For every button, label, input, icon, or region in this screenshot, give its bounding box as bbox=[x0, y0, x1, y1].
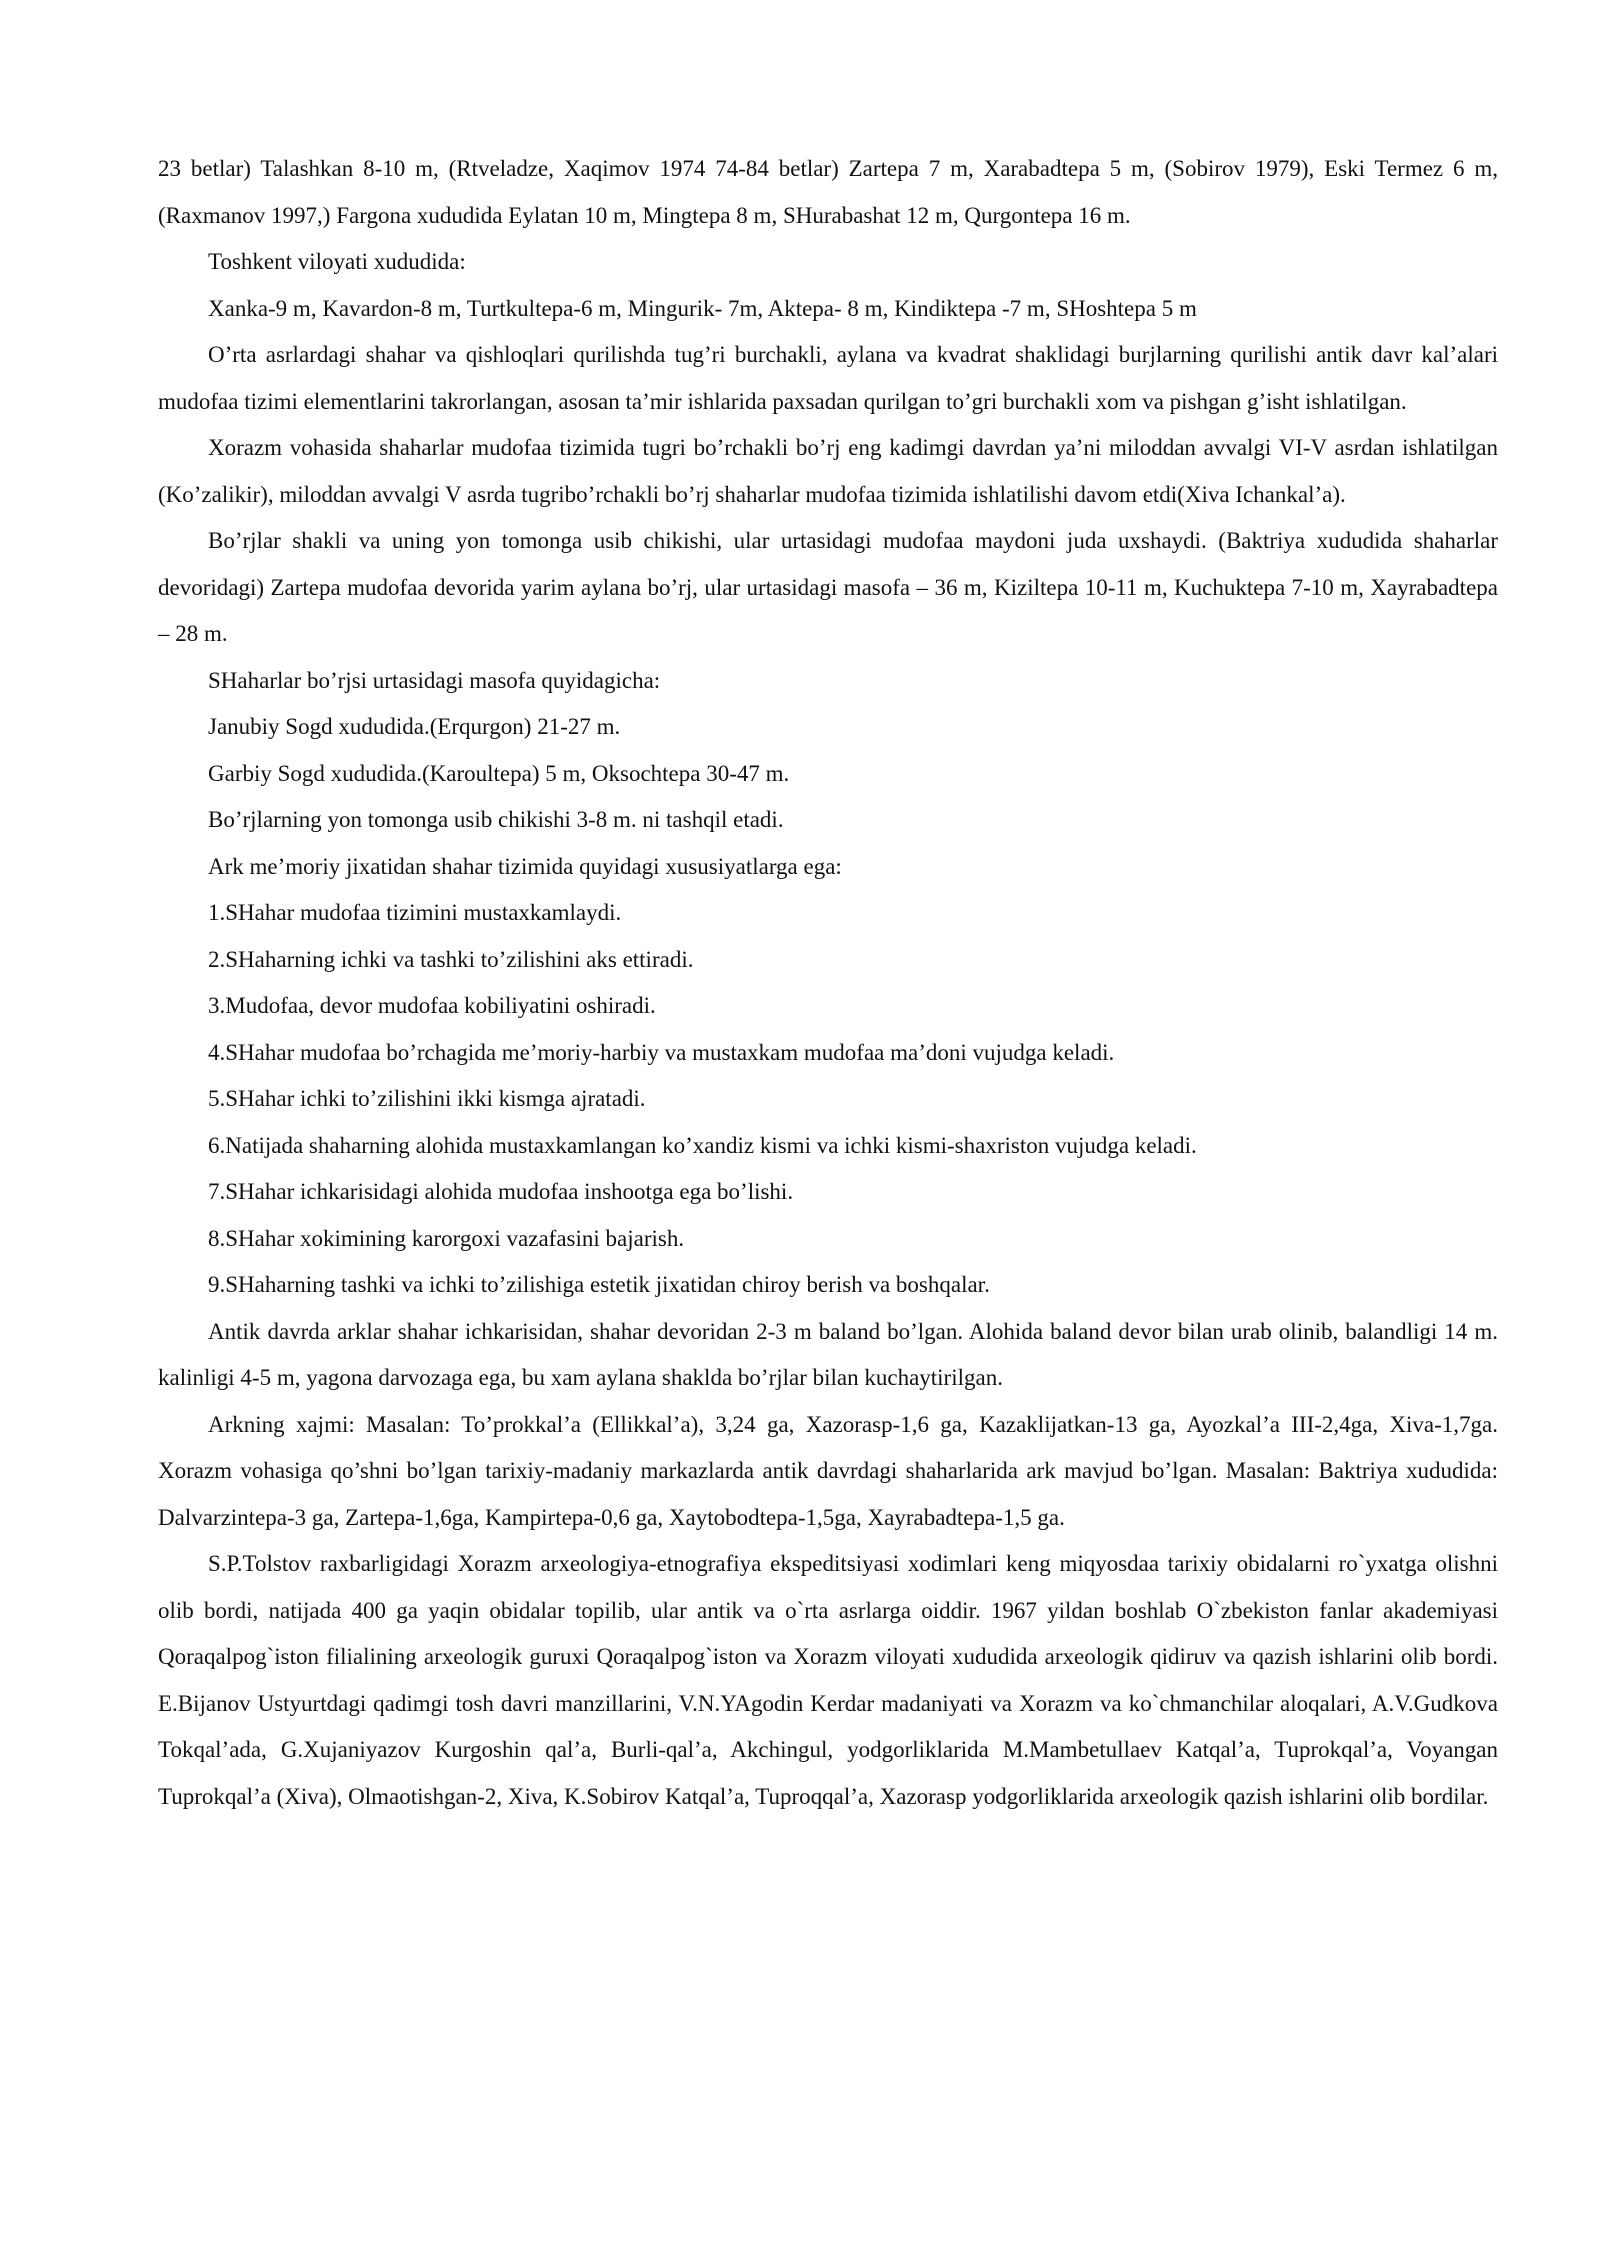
list-item: 8.SHahar xokimining karorgoxi vazafasini bajarish. bbox=[208, 1225, 685, 1251]
list-item: 4.SHahar mudofaa bo’rchagida me’moriy-harbiy va mustaxkam mudofaa ma’doni vujudga keladi. bbox=[208, 1039, 1115, 1065]
text-west-sogd: Garbiy Sogd xududida.(Karoultepa) 5 m, Oksochtepa 30-47 m. bbox=[208, 760, 790, 786]
list-item: 7.SHahar ichkarisidagi alohida mudofaa inshootga ega bo’lishi. bbox=[208, 1179, 794, 1204]
document-page bbox=[158, 146, 1498, 1820]
list-item: 1.SHahar mudofaa tizimini mustaxkamlaydi. bbox=[208, 900, 622, 925]
text-south-sogd: Janubiy Sogd xududida.(Erqurgon) 21-27 m. bbox=[208, 714, 621, 739]
text-tower-projection: Bo’rjlarning yon tomonga usib chikishi 3-8 m. ni tashqil etadi. bbox=[208, 807, 784, 832]
list-tashkent-sites: Xanka-9 m, Kavardon-8 m, Turtkultepa-6 m, Mingurik- 7m, Aktepa- 8 m, Kindiktepa -7 m, SHoshtepa 5 m bbox=[208, 295, 1197, 321]
paragraph-continuation: 23 betlar) Talashkan 8-10 m, (Rtveladze, Xaqimov 1974 74-84 betlar) Zartepa 7 m, Xarabadtepa 5 m, (Sobirov 1979), Eski Termez 6 m, (Raxmanov 1997,) Fargona xududida Eylatan 10 m, Mingtepa 8 m, SHurabashat 12 m, Qurgontepa 16 m. bbox=[158, 156, 1498, 228]
list-item: 9.SHaharning tashki va ichki to’zilishiga estetik jixatidan chiroy berish va boshqalar. bbox=[208, 1272, 990, 1297]
paragraph-khorezm-defense: Xorazm vohasida shaharlar mudofaa tizimida tugri bo’rchakli bo’rj eng kadimgi davrdan ya’ni miloddan avvalgi VI-V asrdan ishlatilgan (Ko’zalikir), miloddan avvalgi V asrda tugribo’rchakli bo’rj shaharlar mudofaa tizimida ishlatilishi davom etdi(Xiva Ichankal’a). bbox=[158, 435, 1498, 507]
paragraph-tower-shape: Bo’rjlar shakli va uning yon tomonga usib chikishi, ular urtasidagi mudofaa maydoni juda uxshaydi. (Baktriya xududida shaharlar devoridagi) Zartepa mudofaa devorida yarim aylana bo’rj, ular urtasidagi masofa – 36 m, Kiziltepa 10-11 m, Kuchuktepa 7-10 m, Xayrabadtepa – 28 m. bbox=[158, 528, 1498, 646]
list-item: 3.Mudofaa, devor mudofaa kobiliyatini oshiradi. bbox=[208, 993, 656, 1018]
paragraph-ark-size: Arkning xajmi: Masalan: To’prokkal’a (Ellikkal’a), 3,24 ga, Xazorasp-1,6 ga, Kazaklijatkan-13 ga, Ayozkal’a III-2,4ga, Xiva-1,7ga. Xorazm vohasiga qo’shni bo’lgan tarixiy-madaniy markazlarda antik davrdagi shaharlarida ark mavjud bo’lgan. Masalan: Baktriya xududida: Dalvarzintepa-3 ga, Zartepa-1,6ga, Kampirtepa-0,6 ga, Xaytobodtepa-1,5ga, Xayrabadtepa-1,5 ga. bbox=[158, 1411, 1498, 1530]
paragraph-medieval-towers: O’rta asrlardagi shahar va qishloqlari qurilishda tug’ri burchakli, aylana va kvadrat shaklidagi burjlarning qurilishi antik davr kal’alari mudofaa tizimi elementlarini takrorlangan, asosan ta’mir ishlarida paxsadan qurilgan to’gri burchakli xom va pishgan g’isht ishlatilgan. bbox=[158, 342, 1498, 414]
text-tower-distance-intro: SHaharlar bo’rjsi urtasidagi masofa quyidagicha: bbox=[208, 667, 661, 693]
list-item: 5.SHahar ichki to’zilishini ikki kismga ajratadi. bbox=[208, 1086, 646, 1111]
list-item: 6.Natijada shaharning alohida mustaxkamlangan ko’xandiz kismi va ichki kismi-shaxriston vujudga keladi. bbox=[208, 1132, 1197, 1158]
text-ark-features-intro: Ark me’moriy jixatidan shahar tizimida quyidagi xususiyatlarga ega: bbox=[208, 853, 842, 879]
heading-tashkent-region: Toshkent viloyati xududida: bbox=[208, 249, 466, 274]
list-item: 2.SHaharning ichki va tashki to’zilishini aks ettiradi. bbox=[208, 946, 694, 972]
paragraph-antique-arks: Antik davrda arklar shahar ichkarisidan, shahar devoridan 2-3 m baland bo’lgan. Alohida baland devor bilan urab olinib, balandligi 14 m. kalinligi 4-5 m, yagona darvozaga ega, bu xam aylana shakldа bo’rjlar bilan kuchaytirilgan. bbox=[158, 1318, 1498, 1390]
paragraph-tolstov-expedition: S.P.Tolstov raxbarligidagi Xorazm arxeologiya-etnografiya ekspeditsiyasi xodimlari keng miqyosdaa tarixiy obidalarni ro`yxatga olishni olib bordi, natijada 400 ga yaqin obidalar topilib, ular antik va o`rta asrlarga oiddir. 1967 yildan boshlab O`zbekiston fanlar akademiyasi Qoraqalpog`iston filialining arxeologik guruxi Qoraqalpog`iston va Xorazm viloyati xududida arxeologik qidiruv va qazish ishlarini olib bordi. E.Bijanov Ustyurtdagi qadimgi tosh davri manzillarini, V.N.YAgodin Kerdar madaniyati va Xorazm va ko`chmanchilar aloqalari, A.V.Gudkova Tokqal’ada, G.Xujaniyazov Kurgoshin qal’a, Burli-qal’a, Akchingul, yodgorliklarida M.Mambetullaev Katqal’a, Tuprokqal’a, Voyangan Tuprokqal’a (Xiva), Olmaotishgan-2, Xiva, K.Sobirov Katqal’a, Tuproqqal’a, Xazorasp yodgorliklarida arxeologik qazish ishlarini olib bordilar. bbox=[158, 1551, 1498, 1809]
